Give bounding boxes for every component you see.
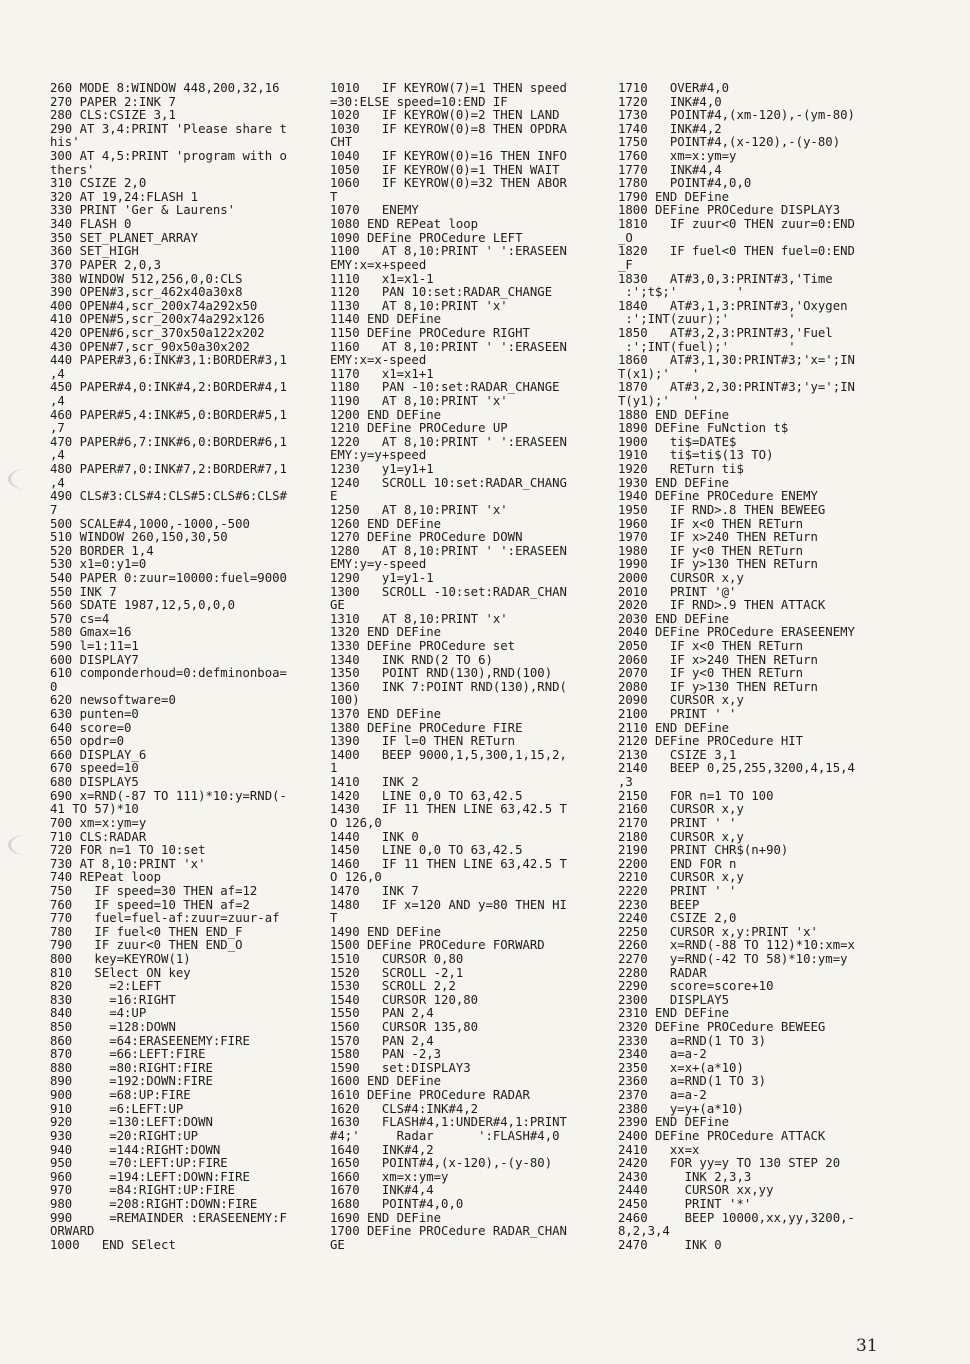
code-line: 360 SET_HIGH: [50, 244, 139, 259]
code-line: 2460 BEEP 10000,xx,yy,3200,-: [618, 1210, 855, 1225]
code-line: 1240 SCROLL 10:set:RADAR_CHANG: [330, 475, 567, 490]
code-line: 410 OPEN#5,scr_200x74a292x126: [50, 312, 265, 327]
code-line: 590 l=1:11=1: [50, 638, 139, 653]
code-line: 750 IF speed=30 THEN af=12: [50, 883, 258, 898]
code-line: 1650 POINT#4,(x-120),-(y-80): [330, 1156, 553, 1171]
code-line: 380 WINDOW 512,256,0,0:CLS: [50, 271, 243, 286]
code-line: 1300 SCROLL -10:set:RADAR_CHAN: [330, 584, 567, 599]
code-line: 700 xm=x:ym=y: [50, 815, 147, 830]
code-line: 1820 IF fuel<0 THEN fuel=0:END: [618, 244, 855, 259]
code-line: #4;' Radar ':FLASH#4,0: [330, 1128, 560, 1143]
code-line: 550 INK 7: [50, 584, 117, 599]
code-line: 1750 POINT#4,(x-120),-(y-80): [618, 135, 841, 150]
code-line: 2020 IF RND>.9 THEN ATTACK: [618, 598, 826, 613]
code-line: 480 PAPER#7,0:INK#7,2:BORDER#7,1: [50, 462, 287, 477]
code-line: 640 score=0: [50, 720, 132, 735]
code-line: 1280 AT 8,10:PRINT ' ':ERASEEN: [330, 543, 567, 558]
code-line: 290 AT 3,4:PRINT 'Please share t: [50, 121, 287, 136]
listing-column-3: [618, 82, 894, 1252]
code-line: 680 DISPLAY5: [50, 775, 139, 790]
code-line: 970 =84:RIGHT:UP:FIRE: [50, 1183, 236, 1198]
code-line: 1580 PAN -2,3: [330, 1047, 442, 1062]
code-line: 1190 AT 8,10:PRINT 'x': [330, 394, 508, 409]
code-line: 2200 END FOR n: [618, 856, 737, 871]
code-line: 2140 BEEP 0,25,255,3200,4,15,4: [618, 761, 855, 776]
code-line: 720 FOR n=1 TO 10:set: [50, 843, 206, 858]
code-line: 950 =70:LEFT:UP:FIRE: [50, 1156, 228, 1171]
code-line: 1130 AT 8,10:PRINT 'x': [330, 298, 508, 313]
code-line: 1490 END DEFine: [330, 924, 442, 939]
code-line: 1680 POINT#4,0,0: [330, 1196, 464, 1211]
code-line: 2110 END DEFine: [618, 720, 730, 735]
code-line: 1780 POINT#4,0,0: [618, 176, 752, 191]
code-line: 1440 INK 0: [330, 829, 419, 844]
code-line: 1450 LINE 0,0 TO 63,42.5: [330, 843, 523, 858]
code-line: 1660 xm=x:ym=y: [330, 1169, 449, 1184]
code-line: 2440 CURSOR xx,yy: [618, 1183, 774, 1198]
code-line: 2070 IF y<0 THEN RETurn: [618, 666, 804, 681]
code-line: 100): [330, 693, 360, 708]
code-line: 1040 IF KEYROW(0)=16 THEN INFO: [330, 149, 567, 164]
code-line: 490 CLS#3:CLS#4:CLS#5:CLS#6:CLS#: [50, 489, 287, 504]
code-line: 1930 END DEFine: [618, 475, 730, 490]
code-line: 1600 END DEFine: [330, 1074, 442, 1089]
page-number: 31: [856, 1336, 878, 1356]
code-line: 330 PRINT 'Ger & Laurens': [50, 203, 236, 218]
code-line: ,4: [50, 366, 65, 381]
code-line: 2080 IF y>130 THEN RETurn: [618, 679, 818, 694]
code-line: 620 newsoftware=0: [50, 693, 176, 708]
code-line: 1380 DEFine PROCedure FIRE: [330, 720, 523, 735]
code-line: 1340 INK RND(2 TO 6): [330, 652, 493, 667]
code-line: 1730 POINT#4,(xm-120),-(ym-80): [618, 108, 855, 123]
code-line: 2310 END DEFine: [618, 1006, 730, 1021]
code-line: 1310 AT 8,10:PRINT 'x': [330, 611, 508, 626]
code-line: 1460 IF 11 THEN LINE 63,42.5 T: [330, 856, 567, 871]
code-line: 1530 SCROLL 2,2: [330, 979, 456, 994]
code-line: 1120 PAN 10:set:RADAR_CHANGE: [330, 285, 553, 300]
code-line: _F: [618, 257, 633, 272]
code-line: 300 AT 4,5:PRINT 'program with o: [50, 149, 287, 164]
code-line: 1320 END DEFine: [330, 625, 442, 640]
code-line: ,3: [618, 775, 633, 790]
code-line: 580 Gmax=16: [50, 625, 132, 640]
code-line: 1960 IF x<0 THEN RETurn: [618, 516, 804, 531]
code-line: 940 =144:RIGHT:DOWN: [50, 1142, 221, 1157]
code-line: 400 OPEN#4,scr_200x74a292x50: [50, 298, 258, 313]
code-line: 1150 DEFine PROCedure RIGHT: [330, 325, 530, 340]
code-line: 860 =64:ERASEENEMY:FIRE: [50, 1033, 250, 1048]
code-line: 1900 ti$=DATE$: [618, 434, 737, 449]
code-line: 1360 INK 7:POINT RND(130),RND(: [330, 679, 567, 694]
code-line: 920 =130:LEFT:DOWN: [50, 1115, 213, 1130]
code-line: 650 opdr=0: [50, 734, 125, 749]
code-line: _O: [618, 230, 633, 245]
code-line: 1250 AT 8,10:PRINT 'x': [330, 502, 508, 517]
code-line: 2430 INK 2,3,3: [618, 1169, 752, 1184]
code-line: 2030 END DEFine: [618, 611, 730, 626]
code-line: 320 AT 19,24:FLASH 1: [50, 189, 199, 204]
code-line: 1000 END SElect: [50, 1237, 176, 1252]
code-line: 2210 CURSOR x,y: [618, 870, 744, 885]
code-line: 1740 INK#4,2: [618, 121, 722, 136]
code-line: 820 =2:LEFT: [50, 979, 162, 994]
code-line: 450 PAPER#4,0:INK#4,2:BORDER#4,1: [50, 380, 287, 395]
code-line: 830 =16:RIGHT: [50, 992, 176, 1007]
code-line: 1430 IF 11 THEN LINE 63,42.5 T: [330, 802, 567, 817]
code-line: 2040 DEFine PROCedure ERASEENEMY: [618, 625, 855, 640]
code-line: 1520 SCROLL -2,1: [330, 965, 464, 980]
code-line: 470 PAPER#6,7:INK#6,0:BORDER#6,1: [50, 434, 287, 449]
code-line: 1060 IF KEYROW(0)=32 THEN ABOR: [330, 176, 567, 191]
code-line: EMY:y=y-speed: [330, 557, 427, 572]
code-line: 1200 END DEFine: [330, 407, 442, 422]
code-line: ,4: [50, 448, 65, 463]
code-line: 2280 RADAR: [618, 965, 707, 980]
code-line: 2010 PRINT '@': [618, 584, 737, 599]
code-line: 8,2,3,4: [618, 1224, 670, 1239]
code-line: 1540 CURSOR 120,80: [330, 992, 479, 1007]
code-line: 600 DISPLAY7: [50, 652, 139, 667]
listing-column-1: [50, 82, 320, 1252]
code-line: 730 AT 8,10:PRINT 'x': [50, 856, 206, 871]
code-line: 500 SCALE#4,1000,-1000,-500: [50, 516, 250, 531]
code-line: 520 BORDER 1,4: [50, 543, 154, 558]
code-line: 2050 IF x<0 THEN RETurn: [618, 638, 804, 653]
code-line: ,4: [50, 475, 65, 490]
code-line: 1260 END DEFine: [330, 516, 442, 531]
code-line: 1480 IF x=120 AND y=80 THEN HI: [330, 897, 567, 912]
code-line: 1180 PAN -10:set:RADAR_CHANGE: [330, 380, 560, 395]
code-line: 2330 a=RND(1 TO 3): [618, 1033, 767, 1048]
code-line: 2300 DISPLAY5: [618, 992, 730, 1007]
code-line: 430 OPEN#7,scr_90x50a30x202: [50, 339, 250, 354]
code-line: 41 TO 57)*10: [50, 802, 139, 817]
code-line: 660 DISPLAY_6: [50, 747, 147, 762]
code-line: 810 SElect ON key: [50, 965, 191, 980]
code-line: 2410 xx=x: [618, 1142, 700, 1157]
code-line: 870 =66:LEFT:FIRE: [50, 1047, 206, 1062]
code-line: GE: [330, 598, 345, 613]
code-line: 2090 CURSOR x,y: [618, 693, 744, 708]
code-line: 1080 END REPeat loop: [330, 217, 479, 232]
code-line: 270 PAPER 2:INK 7: [50, 94, 176, 109]
code-line: 1790 END DEFine: [618, 189, 730, 204]
code-line: EMY:x=x-speed: [330, 353, 427, 368]
code-line: 610 componderhoud=0:defminonboa=: [50, 666, 287, 681]
code-line: 1470 INK 7: [330, 883, 419, 898]
code-line: 2100 PRINT ' ': [618, 707, 737, 722]
code-line: 1710 OVER#4,0: [618, 81, 730, 95]
code-line: 690 x=RND(-87 TO 111)*10:y=RND(-: [50, 788, 287, 803]
code-line: 850 =128:DOWN: [50, 1020, 176, 1035]
code-line: 800 key=KEYROW(1): [50, 952, 191, 966]
code-line: 2360 a=RND(1 TO 3): [618, 1074, 767, 1089]
code-line: 990 =REMAINDER :ERASEENEMY:F: [50, 1210, 287, 1225]
code-line: 390 OPEN#3,scr_462x40a30x8: [50, 285, 243, 300]
code-line: 1800 DEFine PROCedure DISPLAY3: [618, 203, 841, 218]
code-line: 1810 IF zuur<0 THEN zuur=0:END: [618, 217, 855, 232]
code-line: 900 =68:UP:FIRE: [50, 1088, 191, 1103]
code-line: 2340 a=a-2: [618, 1047, 707, 1062]
code-line: O 126,0: [330, 815, 382, 830]
code-line: 790 IF zuur<0 THEN END_O: [50, 938, 243, 953]
code-line: GE: [330, 1237, 345, 1252]
code-line: :';t$;' ': [618, 285, 744, 300]
code-line: 2420 FOR yy=y TO 130 STEP 20: [618, 1156, 841, 1171]
listing-column-2: [330, 82, 606, 1252]
code-line: 260 MODE 8:WINDOW 448,200,32,16: [50, 81, 280, 95]
code-line: 760 IF speed=10 THEN af=2: [50, 897, 250, 912]
code-line: 1410 INK 2: [330, 775, 419, 790]
code-line: T(x1);' ': [618, 366, 700, 381]
code-line: 280 CLS:CSIZE 3,1: [50, 108, 176, 123]
code-line: CHT: [330, 135, 353, 150]
code-line: 1370 END DEFine: [330, 707, 442, 722]
code-line: 930 =20:RIGHT:UP: [50, 1128, 199, 1143]
code-line: 1090 DEFine PROCedure LEFT: [330, 230, 523, 245]
code-line: 880 =80:RIGHT:FIRE: [50, 1060, 213, 1075]
code-line: 540 PAPER 0:zuur=10000:fuel=9000: [50, 570, 287, 585]
code-line: 2270 y=RND(-42 TO 58)*10:ym=y: [618, 952, 848, 966]
code-line: 1070 ENEMY: [330, 203, 419, 218]
code-line: 2400 DEFine PROCedure ATTACK: [618, 1128, 826, 1143]
code-line: 1920 RETurn ti$: [618, 462, 744, 477]
code-line: 1: [330, 761, 338, 776]
code-line: 1670 INK#4,4: [330, 1183, 434, 1198]
code-line: 1030 IF KEYROW(0)=8 THEN OPDRA: [330, 121, 567, 136]
code-line: 770 fuel=fuel-af:zuur=zuur-af: [50, 911, 280, 926]
code-line: 1980 IF y<0 THEN RETurn: [618, 543, 804, 558]
code-line: 2370 a=a-2: [618, 1088, 707, 1103]
code-line: 780 IF fuel<0 THEN END_F: [50, 924, 243, 939]
code-line: 1100 AT 8,10:PRINT ' ':ERASEEN: [330, 244, 567, 259]
code-line: 1010 IF KEYROW(7)=1 THEN speed: [330, 81, 567, 95]
code-line: 2350 x=x+(a*10): [618, 1060, 744, 1075]
code-line: ,4: [50, 394, 65, 409]
code-line: 740 REPeat loop: [50, 870, 162, 885]
code-line: E: [330, 489, 338, 504]
code-line: 1590 set:DISPLAY3: [330, 1060, 471, 1075]
code-line: 1350 POINT RND(130),RND(100): [330, 666, 553, 681]
code-line: O 126,0: [330, 870, 382, 885]
code-line: 630 punten=0: [50, 707, 139, 722]
code-line: 1210 DEFine PROCedure UP: [330, 421, 508, 436]
code-line: 670 speed=10: [50, 761, 139, 776]
code-line: 1110 x1=x1-1: [330, 271, 434, 286]
code-line: 440 PAPER#3,6:INK#3,1:BORDER#3,1: [50, 353, 287, 368]
code-line: his': [50, 135, 80, 150]
code-line: 2230 BEEP: [618, 897, 700, 912]
code-line: 310 CSIZE 2,0: [50, 176, 147, 191]
code-line: 510 WINDOW 260,150,30,50: [50, 530, 228, 545]
code-line: :';INT(zuur);' ': [618, 312, 796, 327]
code-line: 1630 FLASH#4,1:UNDER#4,1:PRINT: [330, 1115, 567, 1130]
code-line: 1140 END DEFine: [330, 312, 442, 327]
code-line: 1720 INK#4,0: [618, 94, 722, 109]
code-line: 530 x1=0:y1=0: [50, 557, 147, 572]
code-line: 1940 DEFine PROCedure ENEMY: [618, 489, 818, 504]
code-line: 2190 PRINT CHR$(n+90): [618, 843, 789, 858]
code-line: 1330 DEFine PROCedure set: [330, 638, 516, 653]
code-line: ORWARD: [50, 1224, 95, 1239]
code-line: 910 =6:LEFT:UP: [50, 1101, 184, 1116]
code-line: 1290 y1=y1-1: [330, 570, 434, 585]
code-line: 350 SET_PLANET_ARRAY: [50, 230, 199, 245]
code-line: :';INT(fuel);' ': [618, 339, 796, 354]
code-line: 1400 BEEP 9000,1,5,300,1,15,2,: [330, 747, 567, 762]
code-line: EMY:y=y+speed: [330, 448, 427, 463]
code-line: 1870 AT#3,2,30:PRINT#3;'y=';IN: [618, 380, 855, 395]
code-line: 2130 CSIZE 3,1: [618, 747, 737, 762]
code-line: 2380 y=y+(a*10): [618, 1101, 744, 1116]
code-line: 1550 PAN 2,4: [330, 1006, 434, 1021]
code-line: 1990 IF y>130 THEN RETurn: [618, 557, 818, 572]
code-line: 890 =192:DOWN:FIRE: [50, 1074, 213, 1089]
code-line: 1910 ti$=ti$(13 TO): [618, 448, 774, 463]
code-line: =30:ELSE speed=10:END IF: [330, 94, 508, 109]
code-line: 2180 CURSOR x,y: [618, 829, 744, 844]
code-line: 1160 AT 8,10:PRINT ' ':ERASEEN: [330, 339, 567, 354]
code-line: 560 SDATE 1987,12,5,0,0,0: [50, 598, 236, 613]
code-line: 1020 IF KEYROW(0)=2 THEN LAND: [330, 108, 560, 123]
code-line: 1690 END DEFine: [330, 1210, 442, 1225]
code-line: 1270 DEFine PROCedure DOWN: [330, 530, 523, 545]
code-line: T: [330, 911, 338, 926]
code-line: 1570 PAN 2,4: [330, 1033, 434, 1048]
code-line: 2390 END DEFine: [618, 1115, 730, 1130]
code-line: 2170 PRINT ' ': [618, 815, 737, 830]
code-line: 2240 CSIZE 2,0: [618, 911, 737, 926]
code-line: 1500 DEFine PROCedure FORWARD: [330, 938, 545, 953]
code-line: thers': [50, 162, 95, 177]
code-line: 2470 INK 0: [618, 1237, 722, 1252]
code-line: 980 =208:RIGHT:DOWN:FIRE: [50, 1196, 258, 1211]
code-line: 2450 PRINT '*': [618, 1196, 752, 1211]
code-line: 1170 x1=x1+1: [330, 366, 434, 381]
code-line: 1230 y1=y1+1: [330, 462, 434, 477]
code-line: 960 =194:LEFT:DOWN:FIRE: [50, 1169, 250, 1184]
code-line: 840 =4:UP: [50, 1006, 147, 1021]
code-line: EMY:x=x+speed: [330, 257, 427, 272]
code-line: 2290 score=score+10: [618, 979, 774, 994]
code-line: 1220 AT 8,10:PRINT ' ':ERASEEN: [330, 434, 567, 449]
code-line: 1830 AT#3,0,3:PRINT#3,'Time: [618, 271, 833, 286]
code-line: 2220 PRINT ' ': [618, 883, 737, 898]
code-line: 1970 IF x>240 THEN RETurn: [618, 530, 818, 545]
code-line: T(y1);' ': [618, 394, 700, 409]
code-line: 1950 IF RND>.8 THEN BEWEEG: [618, 502, 826, 517]
code-line: T: [330, 189, 338, 204]
code-line: 370 PAPER 2,0,3: [50, 257, 162, 272]
code-line: 2000 CURSOR x,y: [618, 570, 744, 585]
code-line: 1050 IF KEYROW(0)=1 THEN WAIT: [330, 162, 560, 177]
code-line: 1770 INK#4,4: [618, 162, 722, 177]
code-line: 2150 FOR n=1 TO 100: [618, 788, 774, 803]
code-line: 340 FLASH 0: [50, 217, 132, 232]
code-line: 1880 END DEFine: [618, 407, 730, 422]
code-line: 7: [50, 502, 58, 517]
code-line: 1760 xm=x:ym=y: [618, 149, 737, 164]
code-line: 1390 IF l=0 THEN RETurn: [330, 734, 516, 749]
code-line: ,7: [50, 421, 65, 436]
code-line: 1850 AT#3,2,3:PRINT#3,'Fuel: [618, 325, 833, 340]
code-line: 2260 x=RND(-88 TO 112)*10:xm=x: [618, 938, 855, 953]
code-line: 570 cs=4: [50, 611, 110, 626]
code-line: 710 CLS:RADAR: [50, 829, 147, 844]
code-line: 1510 CURSOR 0,80: [330, 952, 464, 966]
code-line: 2120 DEFine PROCedure HIT: [618, 734, 804, 749]
code-line: 420 OPEN#6,scr_370x50a122x202: [50, 325, 265, 340]
code-line: 2060 IF x>240 THEN RETurn: [618, 652, 818, 667]
code-line: 460 PAPER#5,4:INK#5,0:BORDER#5,1: [50, 407, 287, 422]
code-line: 2320 DEFine PROCedure BEWEEG: [618, 1020, 826, 1035]
code-line: 1610 DEFine PROCedure RADAR: [330, 1088, 530, 1103]
code-line: 1640 INK#4,2: [330, 1142, 434, 1157]
code-line: 1560 CURSOR 135,80: [330, 1020, 479, 1035]
code-line: 1420 LINE 0,0 TO 63,42.5: [330, 788, 523, 803]
code-line: 2250 CURSOR x,y:PRINT 'x': [618, 924, 818, 939]
code-line: 2160 CURSOR x,y: [618, 802, 744, 817]
code-line: 1890 DEFine FuNction t$: [618, 421, 789, 436]
code-line: 1700 DEFine PROCedure RADAR_CHAN: [330, 1224, 567, 1239]
code-line: 1860 AT#3,1,30:PRINT#3;'x=';IN: [618, 353, 855, 368]
code-line: 0: [50, 679, 58, 694]
code-line: 1620 CLS#4:INK#4,2: [330, 1101, 479, 1116]
code-line: 1840 AT#3,1,3:PRINT#3,'Oxygen: [618, 298, 848, 313]
